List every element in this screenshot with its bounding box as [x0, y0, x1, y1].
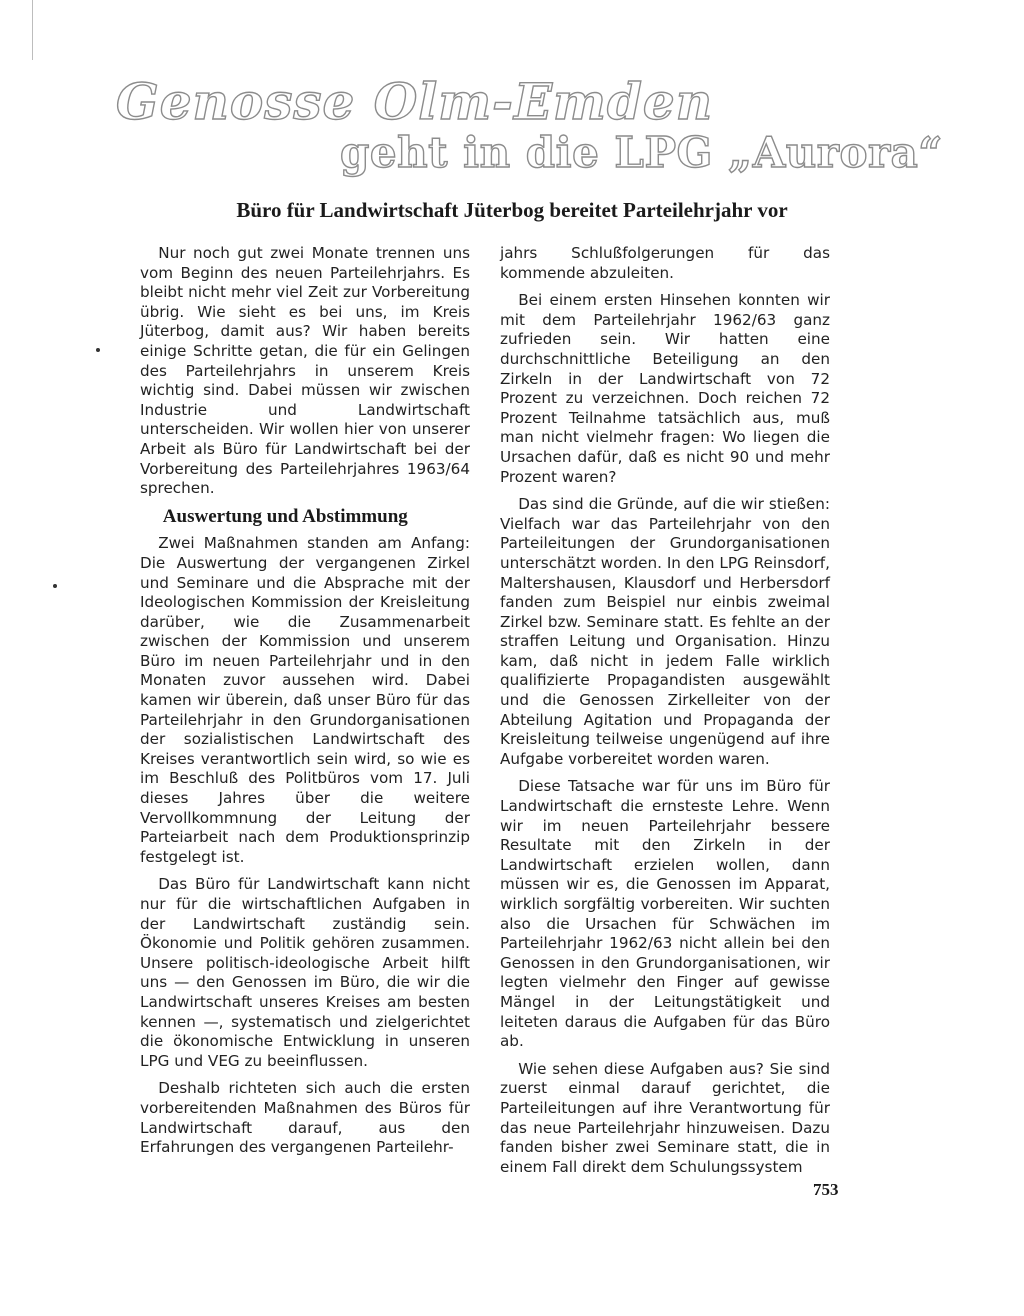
article-subtitle: Büro für Landwirtschaft Jüterbog bereitet Parteilehrjahr vor: [236, 198, 788, 222]
paragraph: Das Büro für Landwirtschaft kann nicht nur für die wirtschaftlichen Aufgaben in der Landwirtschaft zuständig sein. Ökonomie und Politik gehören zusammen. Unsere politisch-ideologische Arbeit hilft uns — den Genossen im Büro, die wir die Landwirtschaft unseres Kreises am besten kennen —, systematisch und zielgerichtet die ökonomische Entwicklung in unseren LPG und VEG zu beeinflussen.: [140, 875, 470, 1070]
left-column: [140, 244, 470, 1166]
page-number: 753: [813, 1180, 839, 1199]
paragraph: Das sind die Gründe, auf die wir stießen: Vielfach war das Parteilehrjahr von den Parteileitungen der Grundorganisationen unterschätzt worden. In den LPG Reinsdorf, Maltershausen, Klausdorf und Herbersdorf fanden zum Beispiel nur einbis zweimal Zirkel bzw. Seminare statt. Es fehlte an der straffen Leitung und Organisation. Hinzu kam, daß nicht in jedem Falle wirklich qualifizierte Propagandisten ausgewählt und die Genossen Zirkelleiter von der Abteilung Agitation und Propaganda der Kreisleitung teilweise ungenügend auf ihre Aufgabe vorbereitet worden waren.: [500, 495, 830, 768]
paragraph: Bei einem ersten Hinsehen konnten wir mit dem Parteilehrjahr 1962/63 ganz zufrieden sein. Wir hatten eine durchschnittliche Beteiligung an den Zirkeln in der Landwirtschaft von 72 Prozent zu verzeichnen. Doch reichen 72 Prozent Teilnahme tatsächlich aus, muß man nicht vielmehr fragen: Wo liegen die Ursachen dafür, daß es nicht 90 und mehr Prozent waren?: [500, 291, 830, 486]
right-column: [500, 244, 830, 1185]
paragraph: Wie sehen diese Aufgaben aus? Sie sind zuerst einmal darauf gerichtet, die Parteileitungen auf ihre Verantwortung für das neue Parteilehrjahr hinzuweisen. Dazu fanden bisher zwei Seminare statt, die in einem Fall direkt dem Schulungssystem: [500, 1059, 830, 1176]
paragraph: Zwei Maßnahmen standen am Anfang: Die Auswertung der vergangenen Zirkel und Seminare und die Absprache mit der Ideologischen Kommission der Kreisleitung darüber, wie die Zusammenarbeit zwischen der Kommission und unserem Büro im neuen Parteilehrjahr und in den Monaten zuvor aussehen wird. Dabei kamen wir überein, daß unser Büro für das Parteilehrjahr in den Grundorganisationen der sozialistischen Landwirtschaft des Kreises verantwortlich sein wird, so wie es im Beschluß des Politbüros vom 17. Juli dieses Jahres über die weitere Vervollkommnung der Leitung der Parteiarbeit nach dem Produktionsprinzip festgelegt ist.: [140, 534, 470, 866]
stray-mark: [53, 584, 57, 588]
paragraph: jahrs Schlußfolgerungen für das kommende abzuleiten.: [500, 244, 830, 282]
paragraph: Diese Tatsache war für uns im Büro für Landwirtschaft die ernsteste Lehre. Wenn wir im neuen Parteilehrjahr bessere Resultate mit den Zirkeln in der Landwirtschaft erzielen wollen, dann müssen wir es, die Genossen im Apparat, wirklich sorgfältig vorbereiten. Wir suchten also die Ursachen für Schwächen im Parteilehrjahr 1962/63 nicht allein bei den Genossen in den Grundorganisationen, wir legten vielmehr den Finger auf gewisse Mängel in der Leitungstätigkeit und leiteten daraus die Aufgaben für das Büro ab.: [500, 777, 830, 1051]
stamped-title-line2: geht in die LPG „Aurora“: [340, 128, 943, 177]
section-heading: Auswertung und Abstimmung: [162, 505, 408, 527]
paragraph: Deshalb richteten sich auch die ersten vorbereitenden Maßnahmen des Büros für Landwirtschaft darauf, aus den Erfahrungen des vergangenen Parteilehr-: [140, 1079, 470, 1157]
paper-fold-mark: [32, 0, 34, 60]
handwritten-title-line1: Genosse Olm-Emden: [116, 72, 714, 131]
paragraph: Nur noch gut zwei Monate trennen uns vom Beginn des neuen Parteilehrjahrs. Es bleibt nicht mehr viel Zeit zur Vorbereitung übrig. Wie sieht es bei uns, im Kreis Jüterbog, damit aus? Wir haben bereits einige Schritte getan, die für ein Gelingen des Parteilehrjahrs in unserem Kreis wichtig sind. Dabei müssen wir zwischen Industrie und Landwirtschaft unterscheiden. Wir wollen hier von unserer Arbeit als Büro für Landwirtschaft bei der Vorbereitung des Parteilehrjahres 1963/64 sprechen.: [140, 244, 470, 498]
stray-mark: [96, 348, 100, 352]
